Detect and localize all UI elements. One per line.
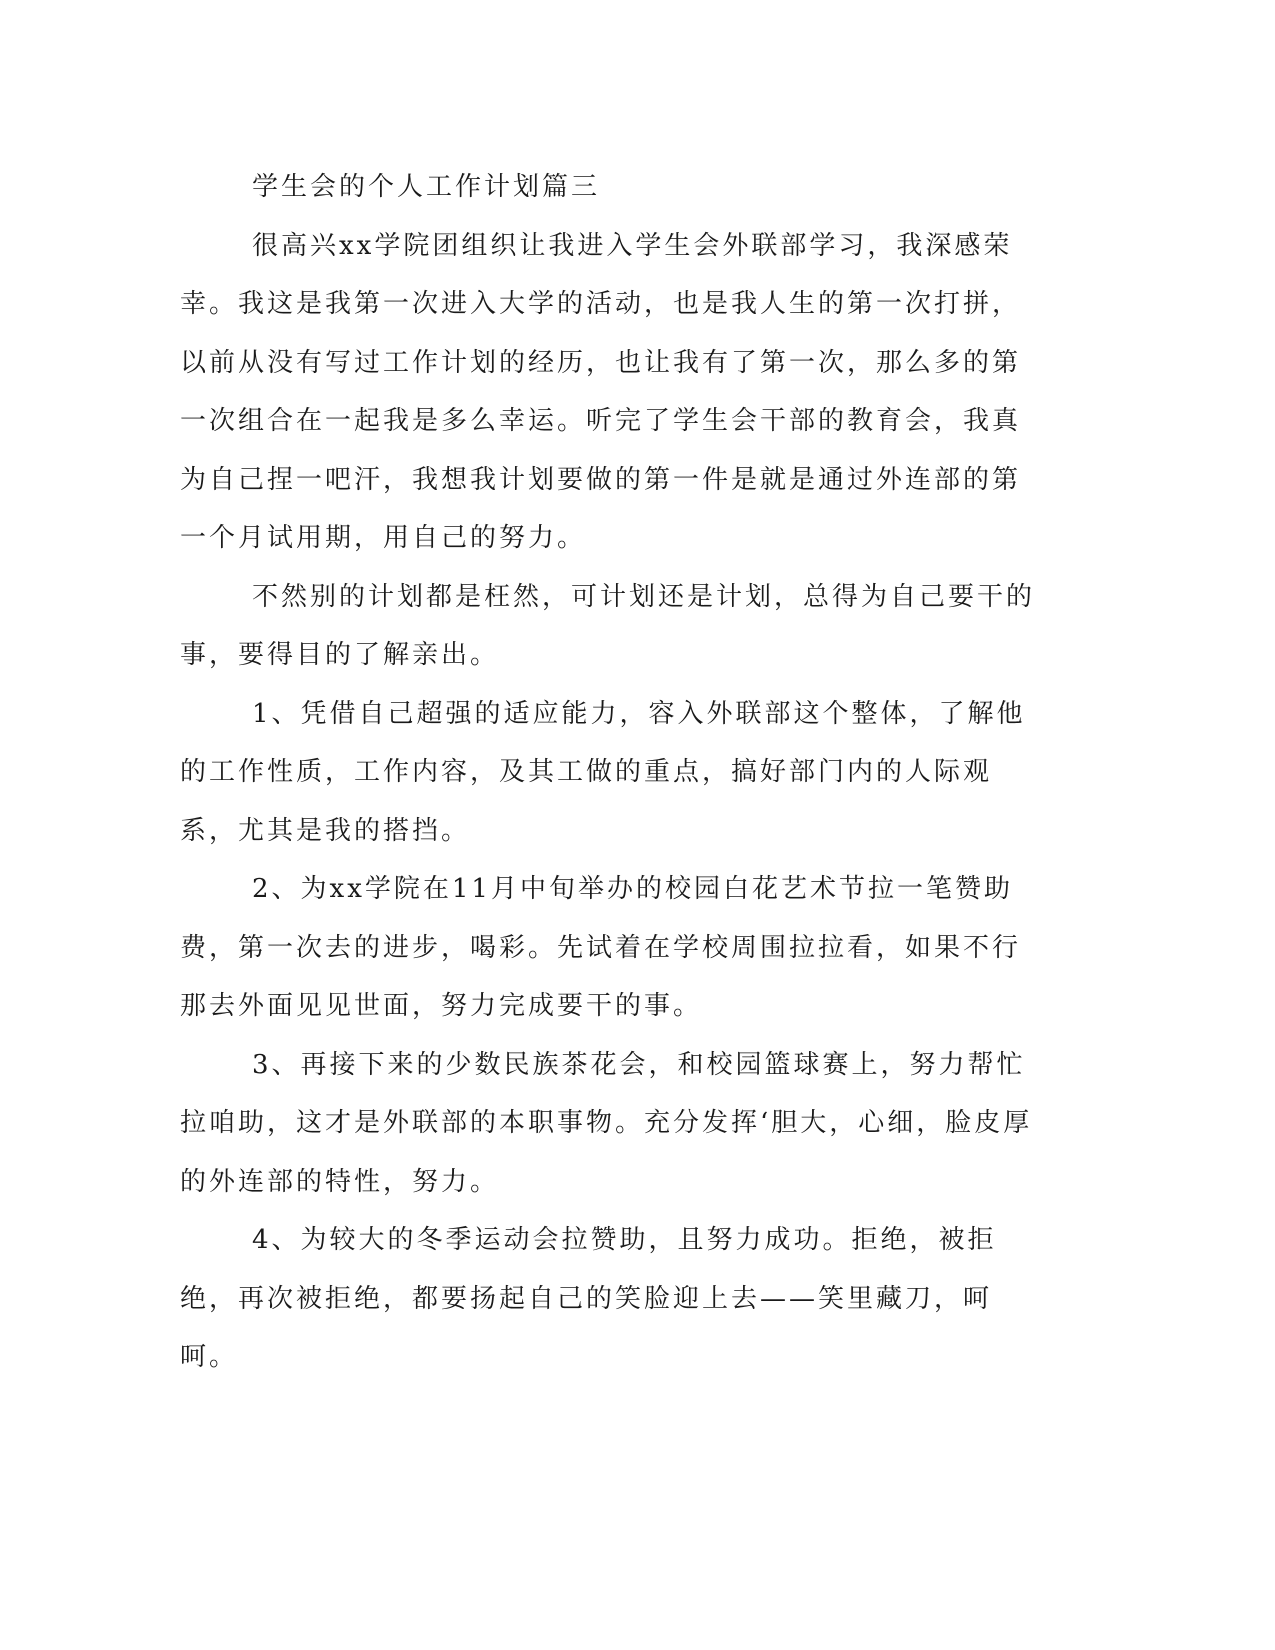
document-title: 学生会的个人工作计划篇三 bbox=[252, 172, 601, 202]
paragraph-intro: 很高兴xx学院团组织让我进入学生会外联部学习，我深感荣幸。我这是我第一次进入大学的活动，也是我人生的第一次打拼，以前从没有写过工作计划的经历，也让我有了第一次，那么多的第一次组合在一起我是多么幸运。听完了学生会干部的教育会，我真为自己捏一吧汗，我想我计划要做的第一件是就是通过外连部的第一个月试用期，用自己的努力。 bbox=[180, 230, 1022, 553]
plan-item-3: 3、再接下来的少数民族茶花会，和校园篮球赛上，努力帮忙拉咱助，这才是外联部的本职事物。充分发挥‘胆大，心细，脸皮厚的外连部的特性，努力。 bbox=[180, 1049, 1033, 1197]
plan-item-1: 1、凭借自己超强的适应能力，容入外联部这个整体，了解他的工作性质，工作内容，及其工做的重点，搞好部门内的人际观系，尤其是我的搭挡。 bbox=[180, 698, 1026, 846]
plan-item-2: 2、为xx学院在11月中旬举办的校园白花艺术节拉一笔赞助费，第一次去的进步，喝彩。先试着在学校周围拉拉看，如果不行那去外面见见世面，努力完成要干的事。 bbox=[180, 874, 1022, 1021]
paragraph-transition: 不然别的计划都是枉然，可计划还是计划，总得为自己要干的事，要得目的了解亲出。 bbox=[180, 581, 1036, 670]
plan-item-4: 4、为较大的冬季运动会拉赞助，且努力成功。拒绝，被拒绝，再次被拒绝，都要扬起自己的笑脸迎上去——笑里藏刀，呵呵。 bbox=[180, 1225, 997, 1372]
document-body bbox=[180, 158, 1040, 1387]
